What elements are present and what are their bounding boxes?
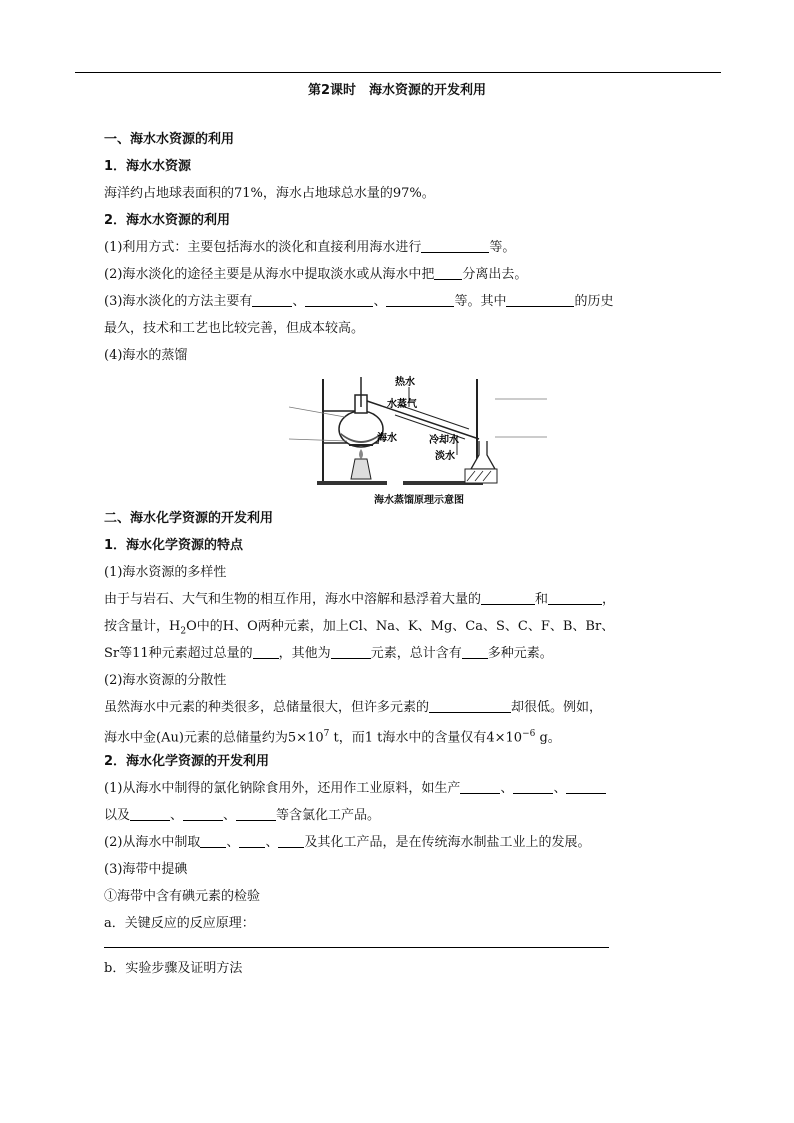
question-line: 虽然海水中元素的种类很多，总储量很大，但许多元素的 却很低。例如，	[104, 700, 603, 715]
answer-blank[interactable]	[434, 265, 462, 280]
question-line: (2)海水淡化的途径主要是从海水中提取淡水或从海水中把 分离出去。	[104, 267, 528, 282]
question-line: 由于与岩石、大气和生物的相互作用，海水中溶解和悬浮着大量的 和 ，	[104, 592, 616, 607]
answer-line[interactable]	[104, 937, 664, 955]
distillation-diagram	[289, 369, 549, 493]
question-line: (3)海水淡化的方法主要有 、 、 等。其中 的历史	[104, 294, 614, 309]
label-hot-water: 热水	[395, 377, 415, 388]
receiver-block	[465, 469, 497, 483]
answer-line-rule	[104, 947, 609, 948]
answer-blank[interactable]	[130, 806, 170, 821]
flame	[359, 449, 363, 459]
header-rule	[75, 72, 721, 73]
distillation-figure	[104, 369, 664, 505]
answer-blank[interactable]	[253, 644, 279, 659]
paragraph: (1)海水资源的多样性	[104, 565, 227, 580]
paragraph: 海洋约占地球表面积的71%，海水占地球总水量的97%。	[104, 186, 435, 201]
burner	[351, 459, 371, 479]
answer-blank[interactable]	[548, 590, 602, 605]
paragraph: ①海带中含有碘元素的检验	[104, 889, 261, 904]
section-heading-2: 二、海水化学资源的开发利用	[104, 511, 274, 526]
answer-blank[interactable]	[200, 833, 226, 848]
paragraph: (3)海带中提碘	[104, 862, 188, 877]
answer-blank[interactable]	[236, 806, 276, 821]
subheading-2-2: 2．海水化学资源的开发利用	[104, 754, 270, 769]
answer-blank[interactable]	[421, 238, 489, 253]
answer-blank[interactable]	[566, 779, 606, 794]
answer-blank[interactable]	[278, 833, 304, 848]
paragraph: b．实验步骤及证明方法	[104, 961, 243, 976]
answer-blank[interactable]	[481, 590, 535, 605]
label-fresh-water: 淡水	[435, 451, 455, 462]
answer-blank[interactable]	[513, 779, 553, 794]
answer-blank[interactable]	[183, 806, 223, 821]
question-line: 以及 、 、 等含氯化工产品。	[104, 808, 381, 823]
question-line: (1)利用方式：主要包括海水的淡化和直接利用海水进行 等。	[104, 240, 516, 255]
answer-blank[interactable]	[305, 292, 373, 307]
label-steam: 水蒸气	[387, 399, 417, 410]
answer-blank[interactable]	[429, 698, 511, 713]
question-line: Sr等11种元素超过总量的 ，其他为 元素，总计含有 多种元素。	[104, 646, 553, 661]
answer-blank[interactable]	[460, 779, 500, 794]
leader-line	[289, 407, 345, 417]
question-line: (1)从海水中制得的氯化钠除食用外，还用作工业原料，如生产 、 、	[104, 775, 664, 802]
answer-blank[interactable]	[386, 292, 454, 307]
label-seawater: 海水	[377, 433, 397, 444]
label-cooling-water: 冷却水	[429, 435, 459, 446]
paragraph: (2)海水资源的分散性	[104, 673, 227, 688]
paragraph: 按含量计，$H_2O$中的H、O两种元素，加上Cl、Na、K、Mg、Ca、S、C、F、B、Br、	[104, 619, 615, 637]
paragraph: (4)海水的蒸馏	[104, 348, 188, 363]
subheading-1-2: 2．海水水资源的利用	[104, 213, 231, 228]
paragraph: 最久，技术和工艺也比较完善，但成本较高。	[104, 321, 365, 336]
leader-line	[289, 439, 347, 441]
page-title: 第2课时 海水资源的开发利用	[307, 83, 487, 98]
answer-blank[interactable]	[506, 292, 574, 307]
answer-blank[interactable]	[331, 644, 371, 659]
worksheet-body	[104, 126, 664, 982]
question-line: (2)从海水中制取 、 、 及其化工产品，是在传统海水制盐工业上的发展。	[104, 835, 591, 850]
left-stand-base	[317, 481, 387, 485]
subheading-1-1: 1．海水水资源	[104, 159, 192, 174]
figure-caption: 海水蒸馏原理示意图	[374, 495, 464, 506]
receiving-flask	[471, 441, 495, 469]
subheading-2-1: 1．海水化学资源的特点	[104, 538, 244, 553]
paragraph: 海水中金(Au)元素的总储量约为$5\times 10^7$ t，而1 t海水中的含量仅有$4\times 10^{-6}$ g。	[104, 729, 561, 746]
section-heading-1: 一、海水水资源的利用	[104, 132, 235, 147]
answer-blank[interactable]	[239, 833, 265, 848]
answer-blank[interactable]	[462, 644, 488, 659]
paragraph: a．关键反应的反应原理：	[104, 916, 255, 931]
answer-blank[interactable]	[252, 292, 292, 307]
